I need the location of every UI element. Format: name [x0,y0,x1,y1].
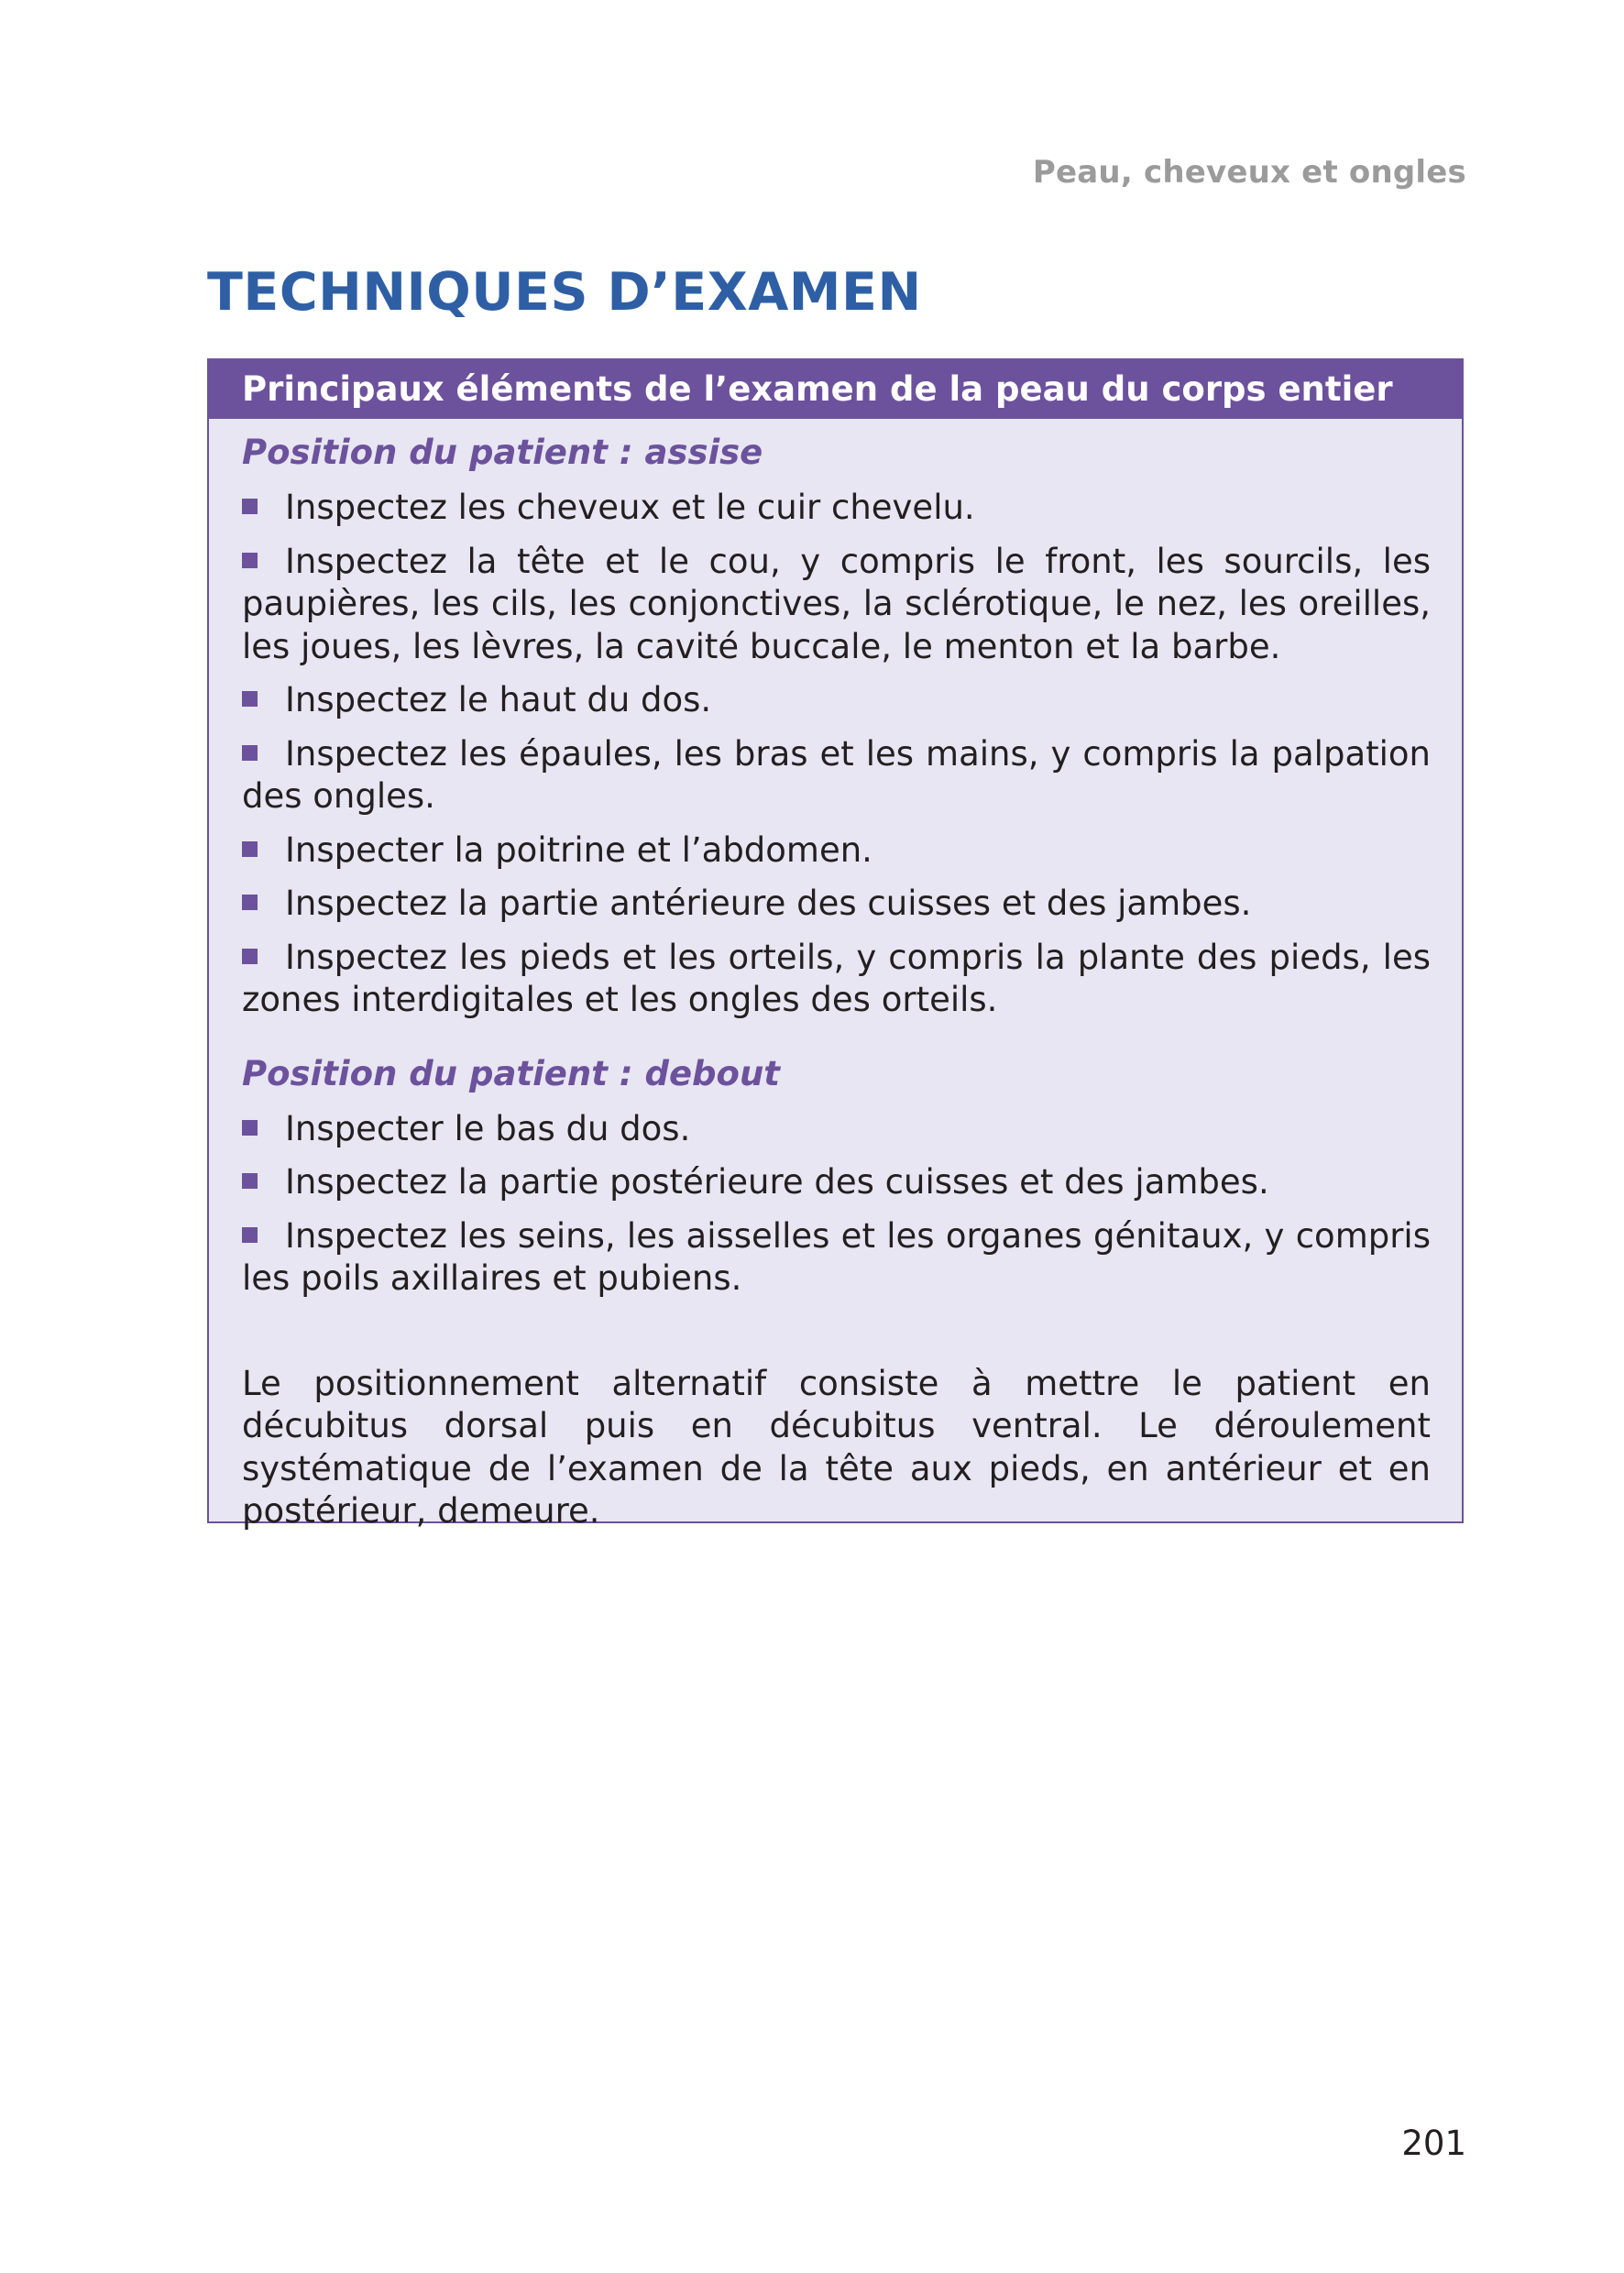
alternative-positioning-note: Le positionnement alternatif consiste à mettre le patient en décubitus dorsal puis en décubitus ventral. Le déroulement systématique de l’examen de la tête aux pieds, en antérieur et en postérieur, demeure. [242,1363,1431,1531]
standing-items-list [242,1108,1431,1301]
square-bullet-icon [242,895,258,910]
sitting-position-heading: Position du patient : assise [242,433,763,472]
running-header: Peau, cheveux et ongles [1032,154,1466,191]
box-body [209,419,1462,1533]
list-item-text: Inspecter la poitrine et l’abdomen. [285,829,872,870]
list-item-text: Inspectez les cheveux et le cuir chevelu. [285,488,975,527]
list-item [242,679,1431,722]
list-item [242,1108,1431,1151]
list-item [242,1161,1431,1204]
list-item [242,487,1431,530]
list-item [242,829,1431,873]
square-bullet-icon [242,1227,258,1243]
square-bullet-icon [242,841,258,857]
square-bullet-icon [242,691,258,707]
square-bullet-icon [242,499,258,514]
list-item-text: Inspectez les pieds et les orteils, y compris la plante des pieds, les zones interdigitales et les ongles des orteils. [242,937,1431,1019]
list-item [242,541,1431,669]
list-item-text: Inspectez la partie antérieure des cuisses et des jambes. [285,884,1252,923]
list-item [242,733,1431,818]
square-bullet-icon [242,553,258,568]
list-item-text: Inspecter le bas du dos. [285,1108,691,1148]
exam-summary-box [207,358,1464,1531]
list-item-text: Inspectez la tête et le cou, y compris le front, les sourcils, les paupières, les cils, les conjonctives, la sclérotique, le nez, les oreilles, les joues, les lèvres, la cavité buccale, le menton et la barbe. [242,541,1431,666]
sitting-items-list [242,487,1431,1022]
section-title: TECHNIQUES D’EXAMEN [207,262,922,323]
list-item [242,883,1431,926]
list-item-text: Inspectez les seins, les aisselles et les organes génitaux, y compris les poils axillaires et pubiens. [242,1215,1431,1298]
list-item-text: Inspectez les épaules, les bras et les mains, y compris la palpation des ongles. [242,733,1431,816]
list-item [242,1215,1431,1301]
list-item-text: Inspectez le haut du dos. [285,680,712,719]
square-bullet-icon [242,949,258,964]
page-number: 201 [1401,2124,1466,2163]
standing-position-heading: Position du patient : debout [242,1053,780,1093]
list-item-text: Inspectez la partie postérieure des cuisses et des jambes. [285,1162,1269,1202]
box-title: Principaux éléments de l’examen de la peau du corps entier [209,360,1462,419]
square-bullet-icon [242,1120,258,1136]
square-bullet-icon [242,1173,258,1189]
square-bullet-icon [242,745,258,761]
list-item [242,937,1431,1022]
